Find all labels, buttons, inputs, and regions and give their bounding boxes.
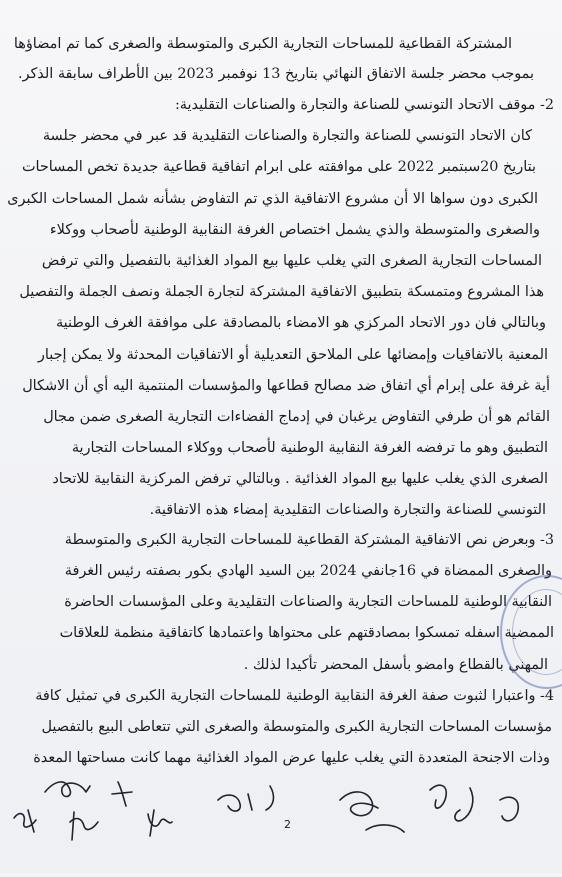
handwritten-signatures (0, 770, 562, 873)
document-line: هذا المشروع ومتمسكة بتطبيق الاتفاقية المشتركة لتجارة الجملة ونصف الجملة والتفصيل (19, 284, 544, 300)
signature-mark (70, 812, 98, 840)
document-line: التطبيق وهو ما ترفضه الغرفة النقابية الوطنية لأصحاب ووكلاء المساحات التجارية (71, 440, 548, 456)
signature-mark (14, 810, 36, 832)
document-line: الكبرى دون سواها الا أن مشروع الاتفاقية الذي تم التفاوض بشأنه شمل المساحات الكبرى (7, 191, 538, 207)
signature-mark (340, 792, 378, 816)
signature-mark (455, 788, 473, 821)
section-heading: 3- وبعرض نص الاتفاقية المشتركة القطاعية للمساحات التجارية الكبرى والمتوسطة (64, 532, 554, 548)
document-line: أية غرفة على إبرام أي اتفاق ضد مصالح قطاعها والمؤسسات المنتمية اليه أي أن الاشكال (22, 378, 550, 394)
signature-mark (218, 794, 252, 811)
document-line: والصغرى الممضاة في 16جانفي 2024 بين السيد الهادي بكور بصفته رئيس الغرفة (64, 563, 552, 579)
document-line: وبالتالي فان دور الاتحاد المركزي هو الامضاء بالمصادقة على موافقة الغرف الوطنية (55, 315, 546, 331)
document-line: مؤسسات المساحات التجارية الكبرى والمتوسطة والصغرى التي تتعاطى البيع بالتفصيل (41, 719, 552, 735)
signature-mark (45, 782, 90, 797)
document-line: المهني بالقطاع وامضو بأسفل المحضر تأكيدا لذلك . (243, 657, 548, 673)
document-line: بموجب محضر جلسة الاتفاق النهائي بتاريخ 13 نوفمبر 2023 بين الأطراف سابقة الذكر. (17, 66, 534, 82)
section-heading: 4- واعتبارا لثبوت صفة الغرفة النقابية الوطنية للمساحات التجارية الكبرى في تمثيل كافة (35, 688, 554, 704)
signature-mark (500, 797, 518, 821)
signature-mark (266, 786, 273, 810)
document-line: الصغرى الذي يغلب عليها بيع المواد الغذائية . وبالتالي ترفض المركزية النقابية للاتحاد (52, 471, 548, 487)
document-line: الممضية اسفله تمسكوا بمصادقتهم على محتواها واعتمادها كاتفاقية منظمة للعلاقات (59, 625, 554, 641)
signature-mark (112, 782, 132, 806)
page-number: 2 (284, 818, 291, 831)
document-line: كان الاتحاد التونسي للصناعة والتجارة والصناعات التقليدية قد عبر في محضر جلسة (42, 128, 532, 144)
document-line: التونسي للصناعة والتجارة والصناعات التقليدية إمضاء هذه الاتفاقية. (149, 502, 546, 518)
document-line: المعنية بالاتفاقيات وإمضائها على الملاحق التعديلية أو الاتفاقيات المحدثة ولا يمكن إجبار (37, 347, 548, 363)
section-heading: 2- موقف الاتحاد التونسي للصناعة والتجارة والصناعات التقليدية: (174, 97, 554, 113)
document-line: النقابية الوطنية للمساحات التجارية والصناعات التقليدية وعلى المؤسسات الحاضرة (64, 594, 552, 610)
document-line: وذات الاجنحة المتعددة التي يغلب عليها عرض المواد الغذائية مهما كانت مساحتها المعدة (33, 750, 550, 766)
signatures-area (0, 770, 562, 873)
signature-mark (366, 825, 404, 832)
signature-mark (430, 785, 446, 808)
document-line: المشتركة القطاعية للمساحات التجارية الكبرى والمتوسطة والصغرى كما تم امضاؤها (13, 36, 512, 52)
signature-mark (148, 810, 172, 836)
document-line: المساحات التجارية الصغرى التي يغلب عليها بيع المواد الغذائية بالتفصيل والتي ترفض (41, 253, 542, 269)
document-line: والصغرى والمتوسطة والذي يشمل اختصاص الغرفة النقابية الوطنية لأصحاب ووكلاء (49, 222, 540, 238)
stamp-inner-ring (512, 589, 562, 675)
document-line: القائم هو أن طرفي التفاوض يرغبان في إدماج الفضاءات التجارية الصغرى ضمن مجال (43, 409, 550, 425)
document-line: بتاريخ 20سبتمبر 2022 على موافقته على ابرام اتفاقية قطاعية جديدة تخص المساحات (21, 159, 536, 175)
